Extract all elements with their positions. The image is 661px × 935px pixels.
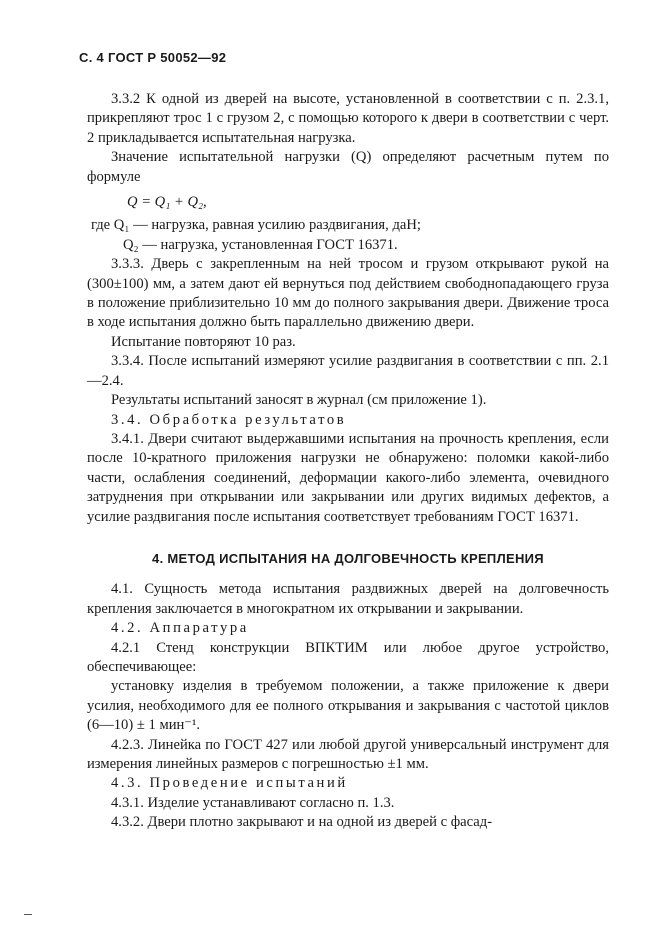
paragraph-load-value: Значение испытательной нагрузки (Q) определяют расчетным путем по формуле — [87, 149, 609, 185]
formula-legend-q1: где Q₁ — нагрузка, равная усилию раздвигания, даН; — [91, 217, 421, 234]
scan-mark — [24, 914, 32, 915]
paragraph-4-2-1-requirements: установку изделия в требуемом положении, а также приложение к двери усилия, необходимого для ее полного открывания и закрывания с частотой циклов (6—10) ± 1 мин⁻¹. — [87, 678, 609, 734]
paragraph-4-2-3: 4.2.3. Линейка по ГОСТ 427 или любой другой универсальный инструмент для измерения линейных размеров с погрешностью ±1 мм. — [87, 736, 609, 772]
paragraph-3-3-2: 3.3.2 К одной из дверей на высоте, установленной в соответствии с п. 2.3.1, прикрепляют трос 1 с грузом 2, с помощью которого к двери в соответствии с черт. 2 прикладывается испытательная нагрузка. — [87, 91, 609, 146]
formula-legend-q2: Q₂ — нагрузка, установленная ГОСТ 16371. — [123, 236, 398, 253]
heading-3-4: 3.4. Обработка результатов — [111, 411, 347, 428]
formula: Q = Q₁ + Q₂, — [127, 194, 207, 211]
page-content — [87, 90, 609, 833]
paragraph-3-4-1: 3.4.1. Двери считают выдержавшими испытания на прочность крепления, если после 10-кратного приложения нагрузки не обнаружено: поломки какой-либо части, ослабления соединений, деформации какого-либо элемента, очевидного затруднения при открывании или закрывании или других видимых дефектов, а усилие раздвигания после испытания соответствует требованиям ГОСТ 16371. — [87, 430, 609, 525]
paragraph-4-3-1: 4.3.1. Изделие устанавливают согласно п. 1.3. — [111, 794, 395, 811]
page-header: С. 4 ГОСТ Р 50052—92 — [79, 50, 227, 65]
paragraph-test-repeat: Испытание повторяют 10 раз. — [111, 333, 296, 350]
paragraph-results-log: Результаты испытаний заносят в журнал (см приложение 1). — [111, 392, 487, 409]
paragraph-3-3-3: 3.3.3. Дверь с закрепленным на ней тросом и грузом открывают рукой на (300±100) мм, а затем дают ей вернуться под действием свободнопадающего груза в положение приблизительно 10 мм до полного закрывания двери. Движение троса в ходе испытания должно быть параллельно движению двери. — [87, 256, 609, 331]
paragraph-3-3-4: 3.3.4. После испытаний измеряют усилие раздвигания в соответствии с пп. 2.1—2.4. — [87, 353, 609, 389]
heading-4-3: 4.3. Проведение испытаний — [111, 775, 348, 792]
heading-4-2: 4.2. Аппаратура — [111, 620, 249, 637]
section-4-title: 4. МЕТОД ИСПЫТАНИЯ НА ДОЛГОВЕЧНОСТЬ КРЕПЛЕНИЯ — [152, 550, 544, 566]
paragraph-4-3-2: 4.3.2. Двери плотно закрывают и на одной из дверей с фасад- — [111, 814, 493, 831]
paragraph-4-1: 4.1. Сущность метода испытания раздвижных дверей на долговечность крепления заключается в многократном их открывании и закрывании. — [87, 581, 609, 617]
paragraph-4-2-1: 4.2.1 Стенд конструкции ВПКТИМ или любое другое устройство, обеспечивающее: — [87, 639, 609, 675]
